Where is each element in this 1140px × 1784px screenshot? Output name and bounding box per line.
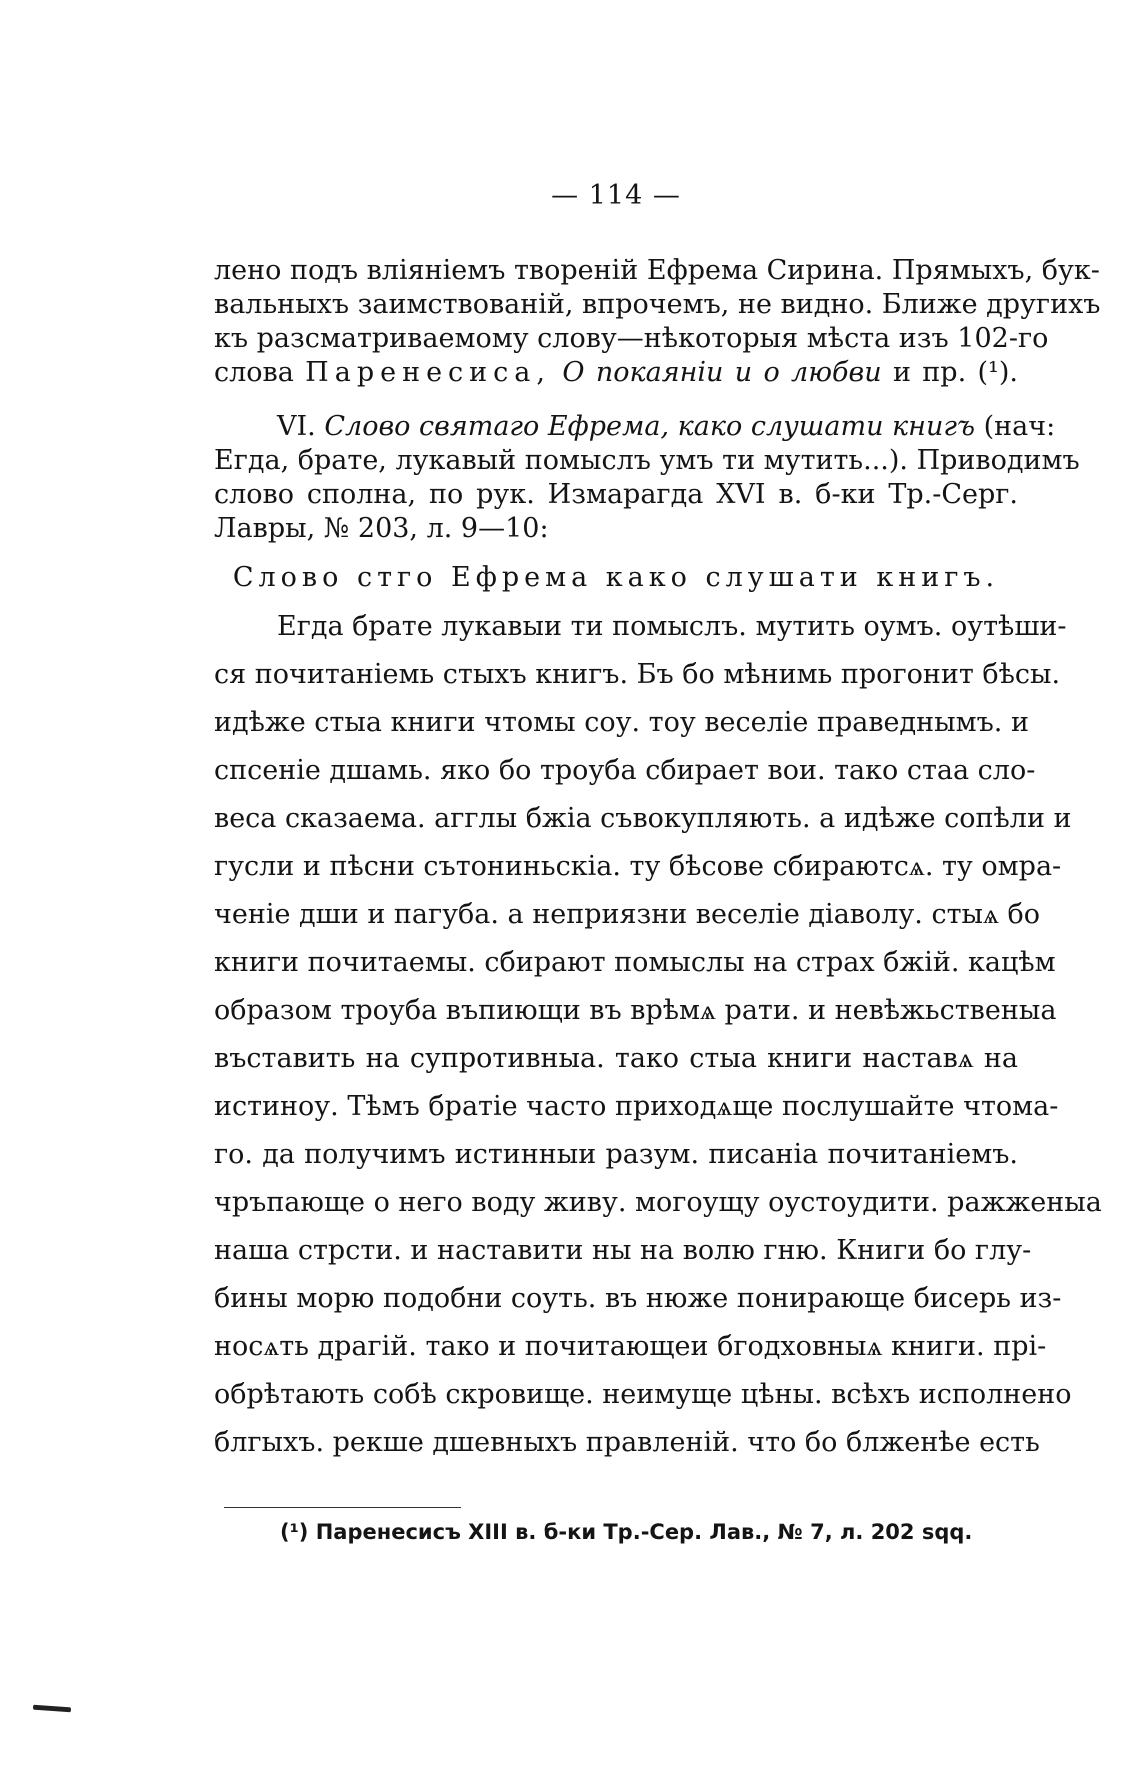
text-line: веса сказаема. агглы бжіа съвокупляють. а идѣже сопѣли и	[214, 803, 1072, 834]
text-line: носѧть драгій. тако и почитающеи бгодховныѧ книги. прі-	[214, 1331, 1047, 1362]
text-line: чръпающе о него воду живу. могоущу оустоудити. ражженыа	[214, 1187, 1102, 1218]
text-line: спсеніе дшамь. яко бо троуба сбирает вои. тако стаа сло-	[214, 755, 1036, 786]
footnote: (¹) Паренесисъ XIII в. б-ки Тр.-Сер. Лав., № 7, л. 202 sqq.	[280, 1520, 973, 1544]
spaced-name: Паренесиса,	[305, 357, 551, 388]
text-line: вальныхъ заимствованій, впрочемъ, не видно. Ближе другихъ	[214, 289, 1101, 320]
text-line: лено подъ вліяніемъ твореній Ефрема Сирина. Прямыхъ, бук-	[214, 255, 1100, 286]
text-title: Слово стго Ефрема како слушати книгъ.	[232, 562, 1000, 593]
italic-title: О покаяніи и о любви	[562, 357, 882, 388]
text-line: идѣже стыа книги чтомы соу. тоу веселіе праведнымъ. и	[214, 707, 1029, 738]
text-line: Лавры, № 203, л. 9—10:	[214, 513, 549, 544]
scan-mark	[33, 1705, 71, 1713]
text-line: бины морю подобни соуть. въ нюже понирающе бисерь из-	[214, 1283, 1062, 1314]
text-line	[214, 410, 1056, 444]
line-suffix: (нач:	[983, 411, 1056, 442]
text-line: Егда брате лукавыи ти помыслъ. мутить оумъ. оутѣши-	[277, 611, 1067, 642]
text-line: обрѣтають собѣ скровище. неимуще цѣны. всѣхъ исполнено	[214, 1379, 1072, 1410]
line-prefix: слова	[214, 357, 306, 388]
text-line	[214, 356, 1018, 390]
page-number: — 114 —	[551, 180, 681, 211]
text-line: блгыхъ. рекше дшевныхъ правленій. что бо блженѣе есть	[214, 1427, 1040, 1458]
line-suffix: и пр. (¹).	[892, 357, 1018, 388]
text-line: въставить на супротивныа. тако стыа книги наставѧ на	[214, 1043, 1018, 1074]
text-line: книги почитаемы. сбирают помыслы на страх бжій. кацѣм	[214, 947, 1056, 978]
text-line: наша стрсти. и наставити ны на волю гню. Книги бо глу-	[214, 1235, 1032, 1266]
text-line: ченіе дши и пагуба. а неприязни веселіе діаволу. стыѧ бо	[214, 899, 1041, 930]
italic-title: Слово святаго Ефрема, како слушати книгъ	[324, 411, 975, 442]
text-line: истиноу. Тѣмъ братіе часто приходѧще послушайте чтома-	[214, 1091, 1059, 1122]
text-line: Егда, брате, лукавый помыслъ умъ ти мутить...). Приводимъ	[214, 445, 1080, 476]
section-number: VI.	[277, 411, 325, 442]
text-line: слово сполна, по рук. Измарагда XVI в. б-ки Тр.-Серг.	[214, 479, 1018, 510]
text-line: го. да получимъ истинныи разум. писаніа почитаніемъ.	[214, 1139, 1018, 1170]
text-line: къ разсматриваемому слову—нѣкоторыя мѣста изъ 102-го	[214, 323, 1049, 354]
text-line: гусли и пѣсни сътониньскіа. ту бѣсове сбираютсѧ. ту омра-	[214, 851, 1062, 882]
footnote-divider	[224, 1507, 461, 1508]
text-line: ся почитаніемь стыхъ книгъ. Бъ бо мѣнимь прогонит бѣсы.	[214, 659, 1061, 690]
book-page	[214, 0, 1102, 1784]
text-line: образом троуба въпиющи въ врѣмѧ рати. и невѣжьственыа	[214, 995, 1057, 1026]
